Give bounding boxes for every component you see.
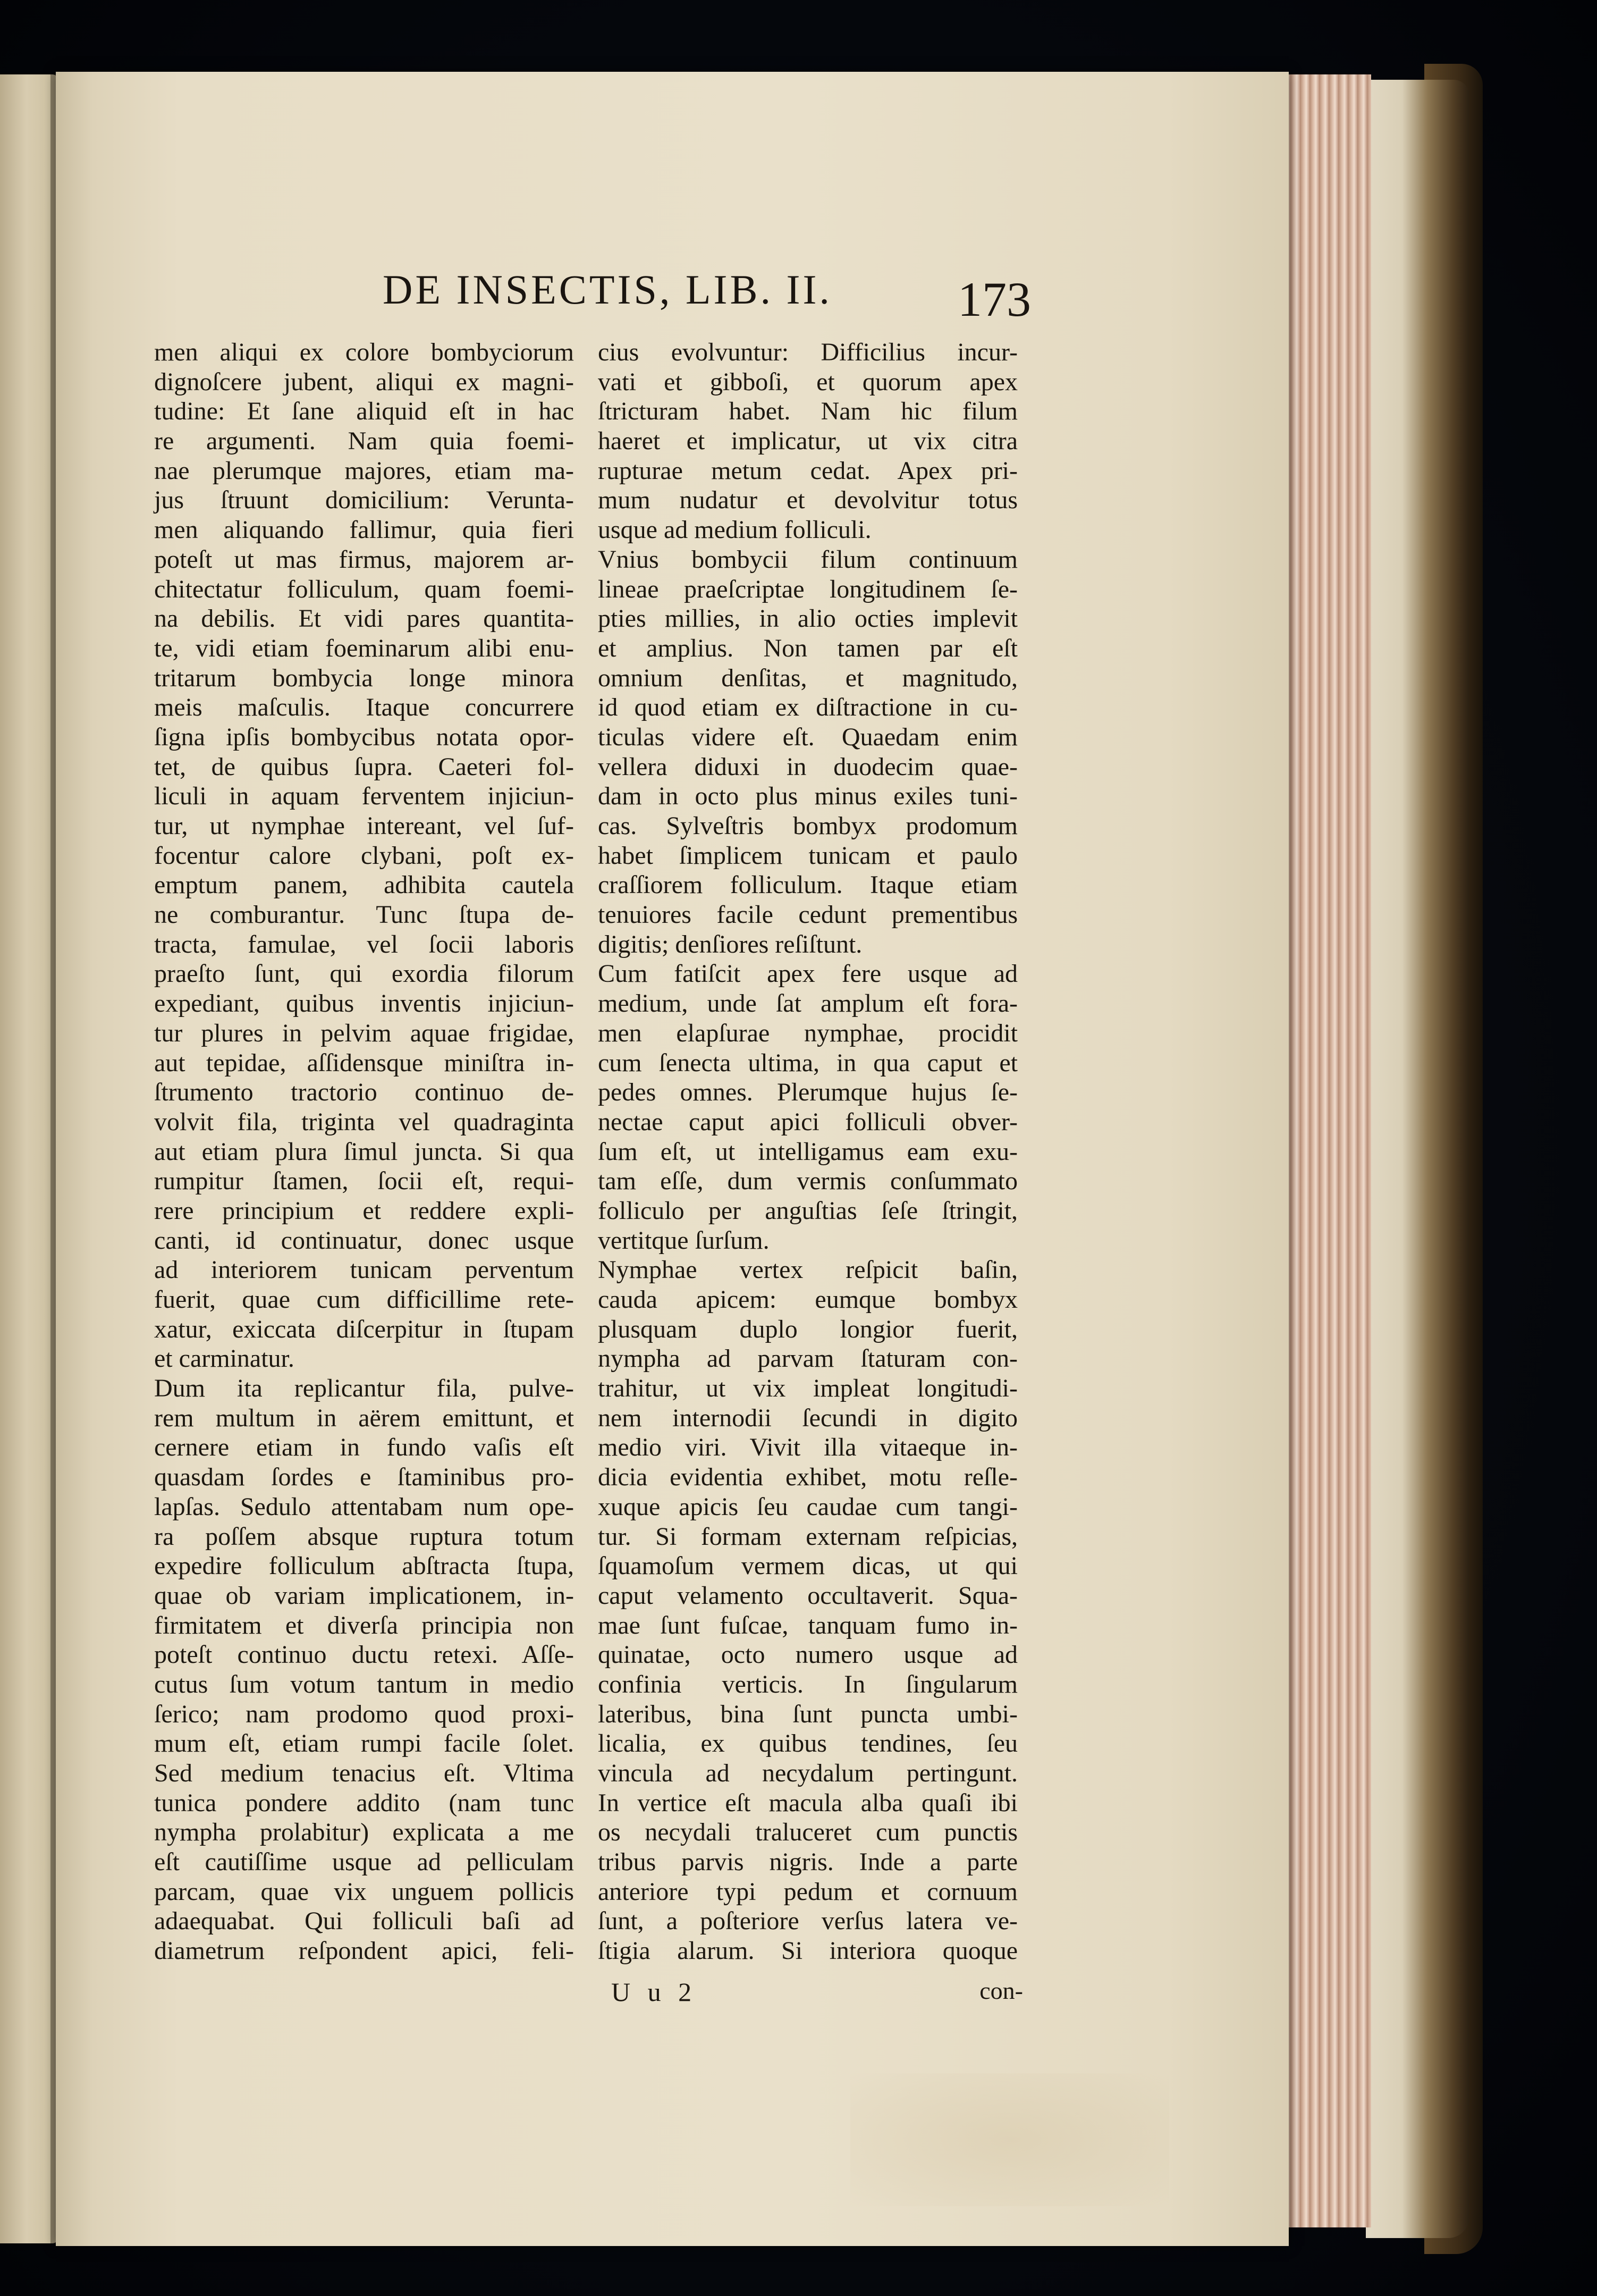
text-line: pties millies, in alio octies implevit bbox=[598, 604, 1018, 633]
text-line: id quod etiam ex diſtractione in cu- bbox=[598, 693, 1018, 722]
text-line: ſquamoſum vermem dicas, ut qui bbox=[598, 1552, 1018, 1580]
text-line: Cum fatiſcit apex fere usque ad bbox=[598, 960, 1018, 988]
text-line: aut etiam plura ſimul juncta. Si qua bbox=[154, 1137, 574, 1166]
text-line: Vnius bombycii filum continuum bbox=[598, 545, 1018, 574]
text-line: rumpitur ſtamen, ſocii eſt, requi- bbox=[154, 1167, 574, 1196]
text-line: poteſt ut mas firmus, majorem ar- bbox=[154, 545, 574, 574]
text-line: vertitque ſurſum. bbox=[598, 1226, 770, 1255]
text-line: folliculo per anguſtias ſeſe ſtringit, bbox=[598, 1196, 1018, 1225]
text-line: quasdam ſordes e ſtaminibus pro- bbox=[154, 1463, 574, 1492]
text-line: mum eſt, etiam rumpi facile ſolet. bbox=[154, 1729, 574, 1758]
text-line: quinatae, octo numero usque ad bbox=[598, 1641, 1018, 1669]
text-line: vellera diduxi in duodecim quae- bbox=[598, 752, 1018, 781]
text-line: poteſt continuo ductu retexi. Aſſe- bbox=[154, 1641, 574, 1669]
text-line: ſum eſt, ut intelligamus eam exu- bbox=[598, 1137, 1018, 1166]
text-line: tur, ut nymphae intereant, vel ſuf- bbox=[154, 812, 574, 840]
text-line: ſunt, a poſteriore verſus latera ve- bbox=[598, 1907, 1018, 1936]
text-line: ſtricturam habet. Nam hic filum bbox=[598, 397, 1018, 426]
text-line: vincula ad necydalum pertingunt. bbox=[598, 1759, 1018, 1787]
text-line: tur plures in pelvim aquae frigidae, bbox=[154, 1019, 574, 1047]
previous-page-edge bbox=[0, 74, 58, 2243]
text-line: caput velamento occultaverit. Squa- bbox=[598, 1581, 1018, 1610]
text-line: medium, unde ſat amplum eſt fora- bbox=[598, 989, 1018, 1018]
left-text-column bbox=[154, 338, 574, 1966]
running-head: DE INSECTIS, LIB. II. bbox=[383, 266, 832, 313]
text-line: mae ſunt fuſcae, tanquam fumo in- bbox=[598, 1611, 1018, 1639]
text-line: anteriore typi pedum et cornuum bbox=[598, 1877, 1018, 1906]
text-line: adaequabat. Qui folliculi baſi ad bbox=[154, 1907, 574, 1936]
text-line: liculi in aquam ferventem injiciun- bbox=[154, 782, 574, 811]
text-line: praeſto ſunt, qui exordia filorum bbox=[154, 960, 574, 988]
text-line: expediant, quibus inventis injiciun- bbox=[154, 989, 574, 1018]
text-line: rem multum in aërem emittunt, et bbox=[154, 1403, 574, 1432]
text-line: nectae caput apici folliculi obver- bbox=[598, 1107, 1018, 1136]
text-line: diametrum reſpondent apici, feli- bbox=[154, 1937, 574, 1965]
text-line: vati et gibboſi, et quorum apex bbox=[598, 367, 1018, 396]
text-line: ſerico; nam prodomo quod proxi- bbox=[154, 1700, 574, 1728]
text-line: pedes omnes. Plerumque hujus ſe- bbox=[598, 1078, 1018, 1107]
signature-mark: U u 2 bbox=[611, 1977, 697, 2007]
text-line: licalia, ex quibus tendines, ſeu bbox=[598, 1729, 1018, 1758]
text-line: et carminatur. bbox=[154, 1344, 294, 1373]
text-line: ſtrumento tractorio continuo de- bbox=[154, 1078, 574, 1107]
text-line: tet, de quibus ſupra. Caeteri fol- bbox=[154, 752, 574, 781]
text-line: te, vidi etiam foeminarum alibi enu- bbox=[154, 634, 574, 662]
text-line: cius evolvuntur: Difficilius incur- bbox=[598, 338, 1018, 366]
text-line: canti, id continuatur, donec usque bbox=[154, 1226, 574, 1255]
text-line: digitis; denſiores reſiſtunt. bbox=[598, 930, 863, 958]
text-line: Sed medium tenacius eſt. Vltima bbox=[154, 1759, 574, 1787]
text-line: lateribus, bina ſunt puncta umbi- bbox=[598, 1700, 1018, 1728]
text-line: dignoſcere jubent, aliqui ex magni- bbox=[154, 367, 574, 396]
text-line: medio viri. Vivit illa vitaeque in- bbox=[598, 1433, 1018, 1462]
text-line: ne comburantur. Tunc ſtupa de- bbox=[154, 901, 574, 929]
text-line: ſtigia alarum. Si interiora quoque bbox=[598, 1937, 1018, 1965]
text-line: emptum panem, adhibita cautela bbox=[154, 871, 574, 899]
text-line: expedire folliculum abſtracta ſtupa, bbox=[154, 1552, 574, 1580]
text-line: re argumenti. Nam quia foemi- bbox=[154, 427, 574, 456]
text-line: tur. Si formam externam reſpicias, bbox=[598, 1522, 1018, 1551]
right-text-column bbox=[598, 338, 1018, 1966]
text-line: tunica pondere addito (nam tunc bbox=[154, 1788, 574, 1817]
text-line: jus ſtruunt domicilium: Verunta- bbox=[154, 486, 574, 515]
text-line: volvit fila, triginta vel quadraginta bbox=[154, 1107, 574, 1136]
text-line: confinia verticis. In ſingularum bbox=[598, 1670, 1018, 1698]
catchword: con- bbox=[979, 1977, 1023, 2004]
text-line: men aliquando fallimur, quia fieri bbox=[154, 516, 574, 544]
text-line: tribus parvis nigris. Inde a parte bbox=[598, 1848, 1018, 1877]
text-line: na debilis. Et vidi pares quantita- bbox=[154, 604, 574, 633]
text-line: eſt cautiſſime usque ad pelliculam bbox=[154, 1848, 574, 1877]
text-line: nem internodii ſecundi in digito bbox=[598, 1403, 1018, 1432]
text-line: tritarum bombycia longe minora bbox=[154, 663, 574, 692]
text-line: habet ſimplicem tunicam et paulo bbox=[598, 841, 1018, 870]
text-line: ra poſſem absque ruptura totum bbox=[154, 1522, 574, 1551]
text-line: trahitur, ut vix impleat longitudi- bbox=[598, 1374, 1018, 1403]
text-line: lineae praeſcriptae longitudinem ſe- bbox=[598, 575, 1018, 603]
text-line: Nymphae vertex reſpicit baſin, bbox=[598, 1256, 1018, 1284]
text-line: dam in octo plus minus exiles tuni- bbox=[598, 782, 1018, 811]
stacked-page-edges bbox=[1281, 74, 1371, 2227]
text-line: lapſas. Sedulo attentabam num ope- bbox=[154, 1492, 574, 1521]
text-line: rupturae metum cedat. Apex pri- bbox=[598, 456, 1018, 485]
text-line: rere principium et reddere expli- bbox=[154, 1196, 574, 1225]
text-line: xatur, exiccata diſcerpitur in ſtupam bbox=[154, 1315, 574, 1343]
text-line: xuque apicis ſeu caudae cum tangi- bbox=[598, 1492, 1018, 1521]
text-line: craſſiorem folliculum. Itaque etiam bbox=[598, 871, 1018, 899]
text-line: chitectatur folliculum, quam foemi- bbox=[154, 575, 574, 603]
text-line: plusquam duplo longior fuerit, bbox=[598, 1315, 1018, 1343]
text-line: mum nudatur et devolvitur totus bbox=[598, 486, 1018, 515]
text-line: cutus ſum votum tantum in medio bbox=[154, 1670, 574, 1698]
book-cover-board bbox=[1366, 80, 1469, 2238]
text-line: nae plerumque majores, etiam ma- bbox=[154, 456, 574, 485]
text-line: parcam, quae vix unguem pollicis bbox=[154, 1877, 574, 1906]
text-line: tam eſſe, dum vermis conſummato bbox=[598, 1167, 1018, 1196]
text-line: os necydali traluceret cum punctis bbox=[598, 1818, 1018, 1847]
text-line: dicia evidentia exhibet, motu reſle- bbox=[598, 1463, 1018, 1492]
text-line: nympha prolabitur) explicata a me bbox=[154, 1818, 574, 1847]
page-number: 173 bbox=[958, 272, 1031, 326]
text-line: cauda apicem: eumque bombyx bbox=[598, 1285, 1018, 1314]
text-line: tenuiores facile cedunt prementibus bbox=[598, 901, 1018, 929]
text-line: focentur calore clybani, poſt ex- bbox=[154, 841, 574, 870]
text-line: omnium denſitas, et magnitudo, bbox=[598, 663, 1018, 692]
text-line: firmitatem et diverſa principia non bbox=[154, 1611, 574, 1639]
text-line: men elapſurae nymphae, procidit bbox=[598, 1019, 1018, 1047]
text-line: ad interiorem tunicam perventum bbox=[154, 1256, 574, 1284]
text-line: cernere etiam in fundo vaſis eſt bbox=[154, 1433, 574, 1462]
text-line: Dum ita replicantur fila, pulve- bbox=[154, 1374, 574, 1403]
text-line: et amplius. Non tamen par eſt bbox=[598, 634, 1018, 662]
text-line: tudine: Et ſane aliquid eſt in hac bbox=[154, 397, 574, 426]
text-line: usque ad medium folliculi. bbox=[598, 516, 872, 544]
text-line: ſigna ipſis bombycibus notata opor- bbox=[154, 722, 574, 751]
text-line: haeret et implicatur, ut vix citra bbox=[598, 427, 1018, 456]
text-line: meis maſculis. Itaque concurrere bbox=[154, 693, 574, 722]
text-line: cas. Sylveſtris bombyx prodomum bbox=[598, 812, 1018, 840]
page-stain bbox=[850, 2073, 1169, 2206]
text-line: aut tepidae, aſſidensque miniſtra in- bbox=[154, 1048, 574, 1077]
text-line: men aliqui ex colore bombyciorum bbox=[154, 338, 574, 366]
text-line: quae ob variam implicationem, in- bbox=[154, 1581, 574, 1610]
text-line: ticulas videre eſt. Quaedam enim bbox=[598, 722, 1018, 751]
text-line: nympha ad parvam ſtaturam con- bbox=[598, 1344, 1018, 1373]
text-line: In vertice eſt macula alba quaſi ibi bbox=[598, 1788, 1018, 1817]
text-line: cum ſenecta ultima, in qua caput et bbox=[598, 1048, 1018, 1077]
text-line: tracta, famulae, vel ſocii laboris bbox=[154, 930, 574, 958]
text-line: fuerit, quae cum difficillime rete- bbox=[154, 1285, 574, 1314]
